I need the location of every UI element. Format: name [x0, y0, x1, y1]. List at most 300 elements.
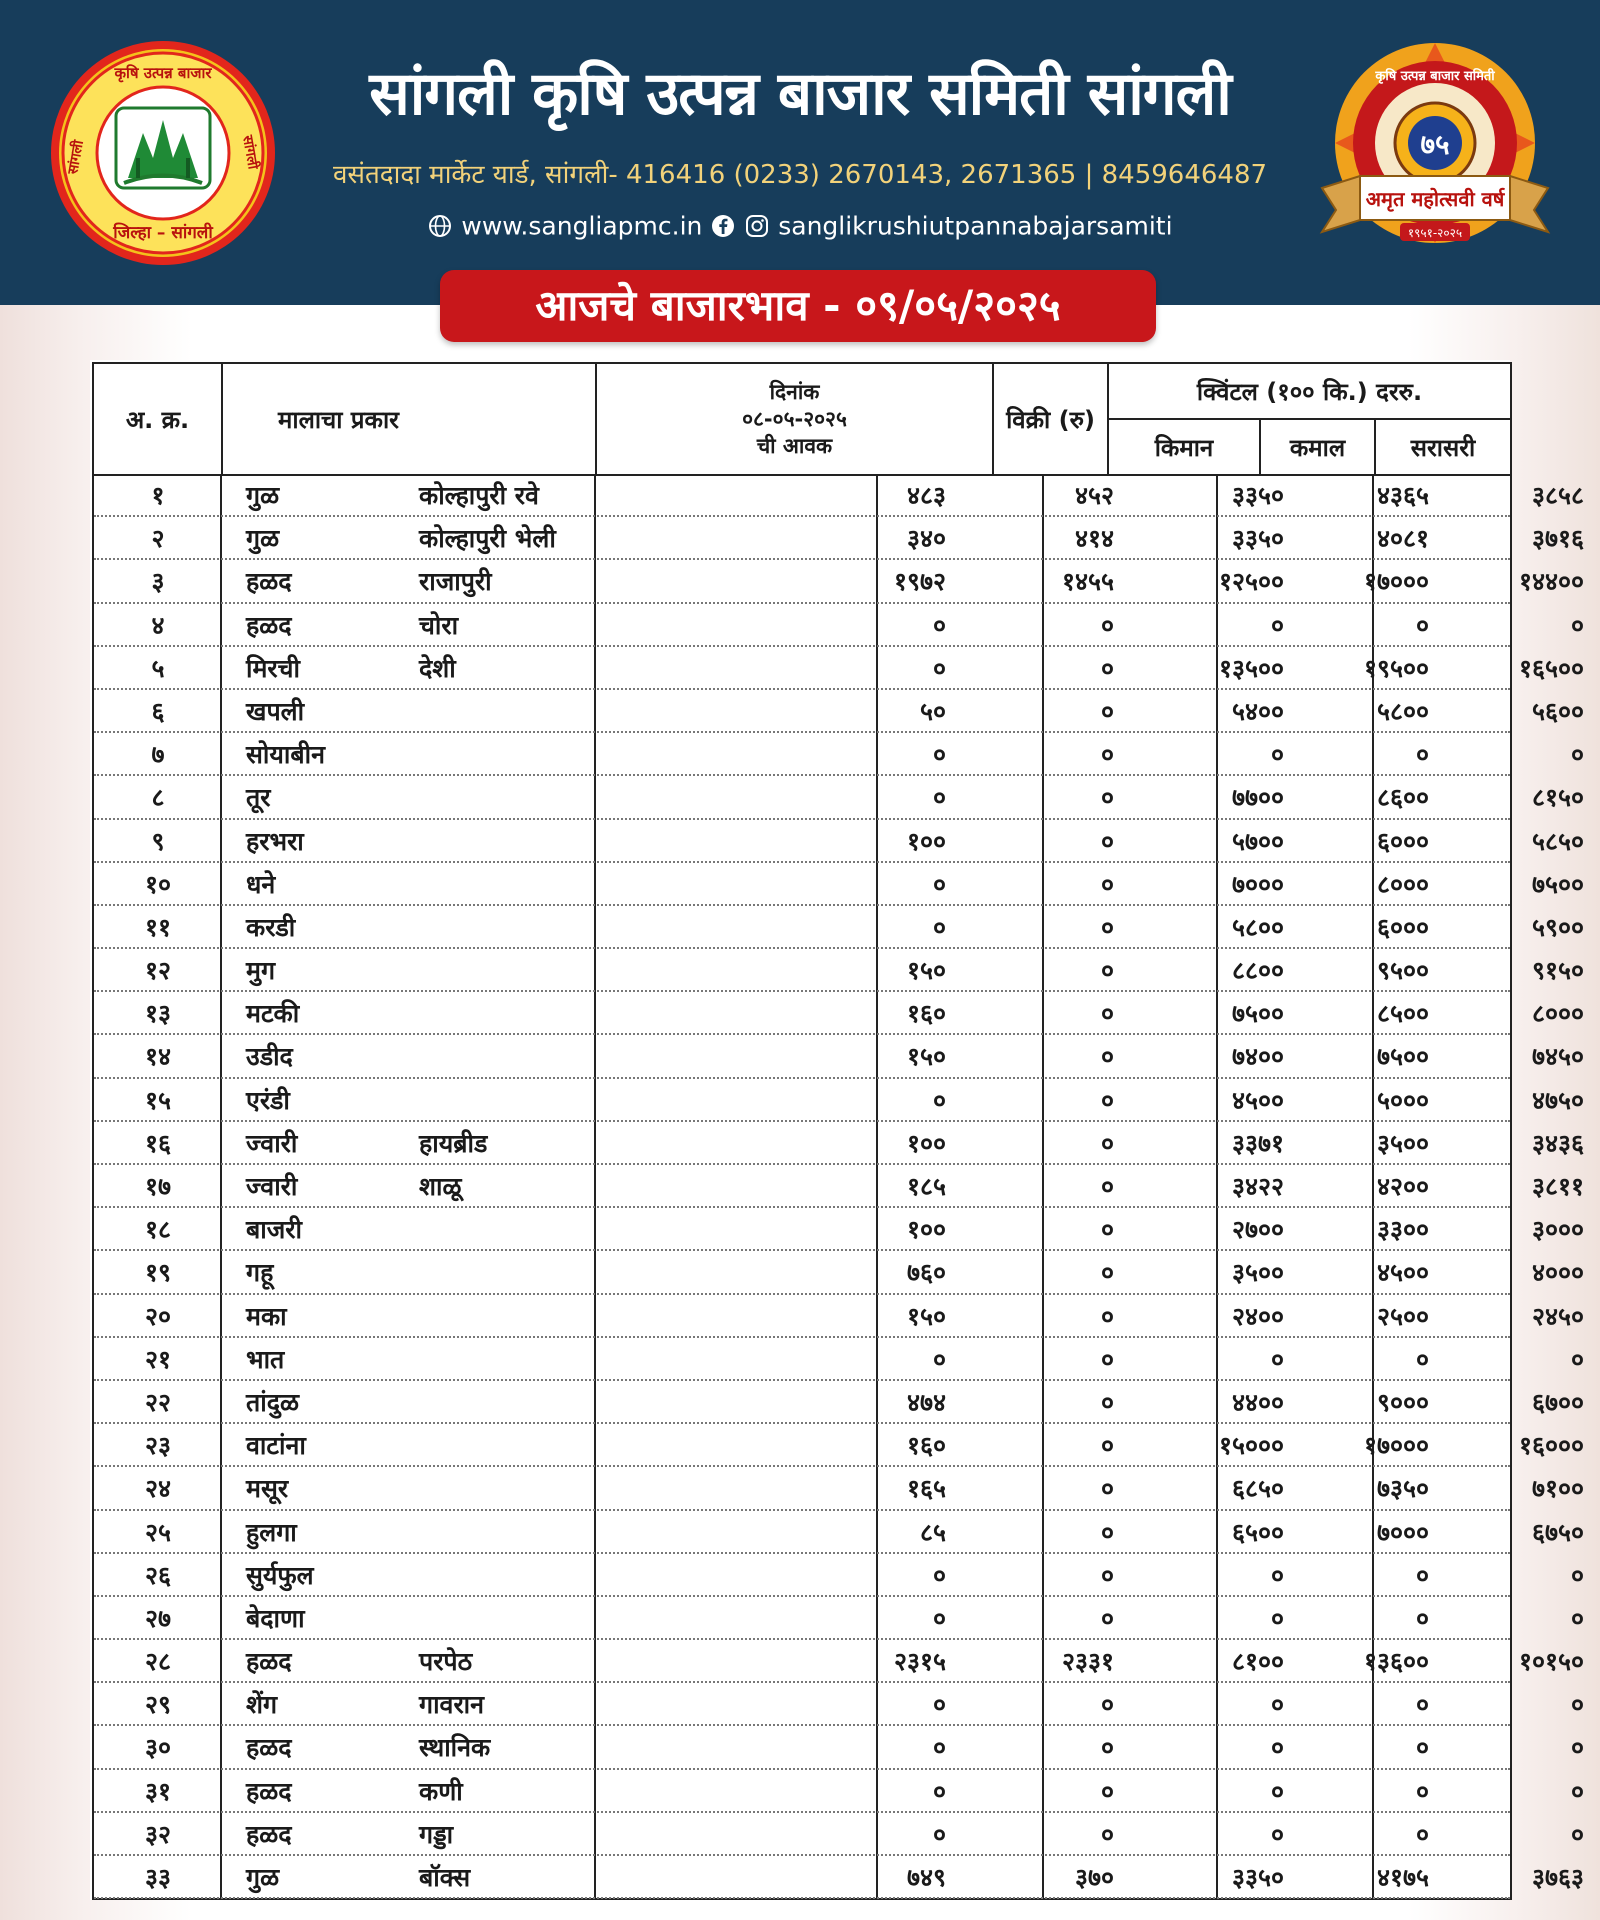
table-row: [94, 1683, 1584, 1726]
header-arrival: [596, 364, 993, 475]
header-arrival-suffix: ची आवक: [756, 433, 833, 458]
arrival-cell: २३१५: [893, 1647, 946, 1677]
variety-cell: [419, 820, 609, 863]
serial-cell: ६: [151, 696, 165, 726]
sold-cell: ०: [1100, 1431, 1114, 1461]
max-rate-cell: ०: [1415, 740, 1429, 770]
table-row: [94, 517, 1584, 560]
avg-rate-cell: ०: [1570, 610, 1584, 640]
svg-text:सांगली: सांगली: [65, 139, 87, 176]
arrival-cell: १००: [906, 1128, 946, 1158]
sold-cell: ०: [1100, 1690, 1114, 1720]
max-rate-cell: ७५००: [1376, 1042, 1429, 1072]
avg-rate-cell: ०: [1570, 1733, 1584, 1763]
avg-rate-cell: ३४३६: [1531, 1128, 1584, 1158]
avg-rate-cell: ३०००: [1531, 1215, 1584, 1245]
variety-cell: चोरा: [419, 610, 459, 640]
sold-cell: २३३१: [1061, 1647, 1114, 1677]
table-row: [94, 863, 1584, 906]
apmc-logo: [48, 38, 278, 268]
table-row: [94, 1813, 1584, 1856]
min-rate-cell: ७४००: [1231, 1042, 1284, 1072]
sold-cell: ०: [1100, 1258, 1114, 1288]
avg-rate-cell: ३७१६: [1531, 524, 1584, 554]
table-row: [94, 604, 1584, 647]
avg-rate-cell: ३८११: [1531, 1172, 1584, 1201]
sold-cell: ०: [1100, 1776, 1114, 1806]
min-rate-cell: १२५००: [1218, 567, 1284, 597]
item-cell: मिरची: [246, 653, 301, 683]
min-rate-cell: ०: [1270, 1733, 1284, 1763]
item-cell: भात: [246, 1344, 285, 1374]
avg-rate-cell: ०: [1570, 1819, 1584, 1849]
arrival-cell: १९७२: [893, 567, 946, 597]
avg-rate-cell: ५९००: [1531, 912, 1584, 942]
min-rate-cell: ०: [1270, 740, 1284, 770]
variety-cell: [419, 1424, 609, 1467]
header-avg: सरासरी: [1375, 419, 1510, 475]
min-rate-cell: ७७००: [1231, 783, 1284, 813]
serial-cell: २९: [144, 1690, 171, 1720]
avg-rate-cell: ०: [1570, 1776, 1584, 1806]
variety-cell: [419, 776, 609, 819]
serial-cell: २६: [144, 1560, 171, 1590]
sold-cell: ०: [1100, 1474, 1114, 1504]
header-item: मालाचा प्रकार: [222, 364, 596, 475]
avg-rate-cell: ०: [1570, 1560, 1584, 1590]
variety-cell: कोल्हापुरी भेली: [419, 524, 556, 554]
avg-rate-cell: ४७५०: [1531, 1085, 1584, 1115]
item-cell: गुळ: [246, 481, 280, 510]
header-banner: [0, 0, 1600, 305]
min-rate-cell: ३३५०: [1231, 524, 1284, 554]
max-rate-cell: ०: [1415, 1733, 1429, 1763]
table-row: [94, 1381, 1584, 1424]
min-rate-cell: ०: [1270, 1603, 1284, 1633]
max-rate-cell: २५००: [1376, 1301, 1429, 1331]
table-header: [94, 364, 1510, 476]
arrival-cell: ०: [932, 1344, 946, 1374]
serial-cell: २५: [144, 1517, 171, 1547]
sold-cell: ०: [1100, 1344, 1114, 1374]
sold-cell: ०: [1100, 1301, 1114, 1331]
table-row: [94, 1165, 1584, 1208]
max-rate-cell: ६०००: [1376, 826, 1429, 856]
arrival-cell: ०: [932, 740, 946, 770]
sold-cell: ०: [1100, 1042, 1114, 1072]
serial-cell: १४: [144, 1042, 171, 1072]
min-rate-cell: ८१००: [1231, 1647, 1284, 1677]
item-cell: वाटांना: [246, 1431, 306, 1461]
date-banner: आजचे बाजारभाव - ०९/०५/२०२५: [440, 270, 1156, 342]
min-rate-cell: ७०००: [1231, 869, 1284, 899]
variety-cell: गड्डा: [419, 1819, 454, 1849]
variety-cell: स्थानिक: [419, 1733, 491, 1763]
variety-cell: गावरान: [419, 1690, 485, 1720]
serial-cell: २२: [144, 1387, 171, 1417]
variety-cell: कणी: [419, 1776, 463, 1806]
svg-text:जिल्हा – सांगली: जिल्हा – सांगली: [113, 223, 213, 243]
max-rate-cell: ७०००: [1376, 1517, 1429, 1547]
max-rate-cell: ४२००: [1376, 1172, 1429, 1201]
sold-cell: ०: [1100, 1387, 1114, 1417]
max-rate-cell: ०: [1415, 1560, 1429, 1590]
min-rate-cell: ६५००: [1231, 1517, 1284, 1547]
facebook-icon[interactable]: [710, 213, 736, 239]
max-rate-cell: १७०००: [1363, 1431, 1429, 1461]
avg-rate-cell: ९१५०: [1531, 956, 1584, 986]
table-body: [94, 474, 1584, 1899]
item-cell: हळद: [246, 1819, 292, 1849]
table-row: [94, 1208, 1584, 1251]
avg-rate-cell: ६७५०: [1531, 1517, 1584, 1547]
item-cell: बेदाणा: [246, 1603, 305, 1633]
serial-cell: २३: [144, 1431, 171, 1461]
avg-rate-cell: ७५००: [1531, 869, 1584, 899]
arrival-cell: ०: [932, 1776, 946, 1806]
item-cell: तूर: [246, 783, 271, 813]
item-cell: ज्वारी: [246, 1128, 298, 1158]
table-row: [94, 1770, 1584, 1813]
variety-cell: [419, 949, 609, 992]
arrival-cell: ८५: [919, 1517, 946, 1547]
item-cell: सुर्यफुल: [246, 1560, 314, 1590]
variety-cell: कोल्हापुरी रवे: [419, 481, 539, 510]
avg-rate-cell: १६५००: [1518, 653, 1584, 683]
max-rate-cell: ४०८१: [1376, 524, 1429, 554]
serial-cell: ९: [151, 826, 165, 856]
item-cell: हरभरा: [246, 826, 304, 856]
rate-table: [92, 362, 1584, 1900]
max-rate-cell: १७०००: [1363, 567, 1429, 597]
svg-text:कृषि उत्पन्न बाजार: कृषि उत्पन्न बाजार: [114, 64, 212, 82]
avg-rate-cell: २४५०: [1531, 1301, 1584, 1331]
item-cell: शेंग: [246, 1690, 278, 1720]
table-row: [94, 776, 1584, 819]
item-cell: गुळ: [246, 1863, 280, 1892]
table-row: [94, 1726, 1584, 1769]
min-rate-cell: २४००: [1231, 1301, 1284, 1331]
min-rate-cell: ०: [1270, 1344, 1284, 1374]
arrival-cell: १००: [906, 826, 946, 856]
avg-rate-cell: ०: [1570, 740, 1584, 770]
svg-text:अमृत महोत्सवी वर्ष: अमृत महोत्सवी वर्ष: [1365, 187, 1505, 211]
serial-cell: १६: [144, 1128, 171, 1158]
serial-cell: १५: [144, 1085, 171, 1115]
arrival-cell: ०: [932, 653, 946, 683]
arrival-cell: १६०: [906, 999, 946, 1029]
max-rate-cell: ८५००: [1376, 999, 1429, 1029]
avg-rate-cell: ५६००: [1531, 696, 1584, 726]
arrival-cell: ०: [932, 610, 946, 640]
avg-rate-cell: ४०००: [1531, 1258, 1584, 1288]
min-rate-cell: ४४००: [1231, 1387, 1284, 1417]
variety-cell: [419, 1251, 609, 1294]
header-rate-group: क्विंटल (१०० कि.) दररु.: [1108, 364, 1510, 419]
max-rate-cell: ७३५०: [1376, 1474, 1429, 1504]
sold-cell: ४५२: [1074, 481, 1114, 510]
item-cell: तांदुळ: [246, 1387, 300, 1417]
item-cell: हळद: [246, 1733, 292, 1763]
variety-cell: देशी: [419, 653, 456, 683]
min-rate-cell: ०: [1270, 610, 1284, 640]
variety-cell: शाळू: [419, 1172, 462, 1201]
sold-cell: ०: [1100, 1215, 1114, 1245]
sold-cell: ०: [1100, 653, 1114, 683]
max-rate-cell: ३३००: [1376, 1215, 1429, 1245]
max-rate-cell: ३५००: [1376, 1128, 1429, 1158]
min-rate-cell: ३३५०: [1231, 1863, 1284, 1892]
min-rate-cell: ८८००: [1231, 956, 1284, 986]
serial-cell: ३१: [144, 1776, 171, 1806]
table-row: [94, 1122, 1584, 1165]
serial-cell: ३३: [144, 1863, 171, 1892]
header-sold: विक्री (रु): [993, 364, 1108, 475]
avg-rate-cell: ६७००: [1531, 1387, 1584, 1417]
avg-rate-cell: ३८५८: [1531, 481, 1584, 510]
website-link[interactable]: www.sangliapmc.in: [461, 211, 703, 241]
arrival-cell: १००: [906, 1215, 946, 1245]
min-rate-cell: ०: [1270, 1690, 1284, 1720]
table-row: [94, 992, 1584, 1035]
item-cell: हुलगा: [246, 1517, 297, 1547]
sold-cell: ०: [1100, 956, 1114, 986]
address-line: वसंतदादा मार्केट यार्ड, सांगली- 416416 (0233) 2670143, 2671365 | 8459646487: [332, 160, 1268, 190]
variety-cell: [419, 1511, 609, 1554]
max-rate-cell: ४३६५: [1376, 481, 1429, 510]
avg-rate-cell: ३७६३: [1531, 1863, 1584, 1892]
max-rate-cell: १३६००: [1363, 1647, 1429, 1677]
arrival-cell: ३४०: [906, 524, 946, 554]
max-rate-cell: ४५००: [1376, 1258, 1429, 1288]
table-row: [94, 1856, 1584, 1899]
avg-rate-cell: ०: [1570, 1603, 1584, 1633]
item-cell: धने: [246, 869, 276, 899]
svg-text:कृषि उत्पन्न बाजार समिती: कृषि उत्पन्न बाजार समिती: [1375, 69, 1495, 84]
arrival-cell: १५०: [906, 1042, 946, 1072]
max-rate-cell: ८६००: [1376, 783, 1429, 813]
item-cell: करडी: [246, 912, 296, 942]
max-rate-cell: ५८००: [1376, 696, 1429, 726]
arrival-cell: ०: [932, 1733, 946, 1763]
variety-cell: [419, 863, 609, 906]
min-rate-cell: ४५००: [1231, 1085, 1284, 1115]
min-rate-cell: ३५००: [1231, 1258, 1284, 1288]
table-row: [94, 1035, 1584, 1078]
header-arrival-label: दिनांक: [769, 379, 820, 404]
table-row: [94, 1640, 1584, 1683]
variety-cell: [419, 992, 609, 1035]
min-rate-cell: ०: [1270, 1560, 1284, 1590]
item-cell: हळद: [246, 610, 292, 640]
arrival-cell: ०: [932, 1085, 946, 1115]
min-rate-cell: २७००: [1231, 1215, 1284, 1245]
sold-cell: ०: [1100, 999, 1114, 1029]
variety-cell: [419, 733, 609, 776]
max-rate-cell: ०: [1415, 610, 1429, 640]
serial-cell: ३२: [144, 1819, 171, 1849]
table-row: [94, 560, 1584, 603]
max-rate-cell: ०: [1415, 1603, 1429, 1633]
table-row: [94, 1424, 1584, 1467]
sold-cell: ०: [1100, 1172, 1114, 1201]
serial-cell: १९: [144, 1258, 171, 1288]
sold-cell: ०: [1100, 610, 1114, 640]
variety-cell: [419, 906, 609, 949]
table-row: [94, 474, 1584, 517]
item-cell: उडीद: [246, 1042, 293, 1072]
arrival-cell: ०: [932, 783, 946, 813]
max-rate-cell: ८०००: [1376, 869, 1429, 899]
social-handle[interactable]: sanglikrushiutpannabajarsamiti: [778, 211, 1173, 241]
min-rate-cell: १५०००: [1218, 1431, 1284, 1461]
header-arrival-date: ०८-०५-२०२५: [742, 406, 847, 431]
avg-rate-cell: १०१५०: [1518, 1647, 1584, 1677]
serial-cell: २४: [144, 1474, 171, 1504]
arrival-cell: ४७४: [906, 1387, 946, 1417]
item-cell: बाजरी: [246, 1215, 303, 1245]
item-cell: मुग: [246, 956, 276, 986]
table-row: [94, 949, 1584, 992]
sold-cell: ०: [1100, 1517, 1114, 1547]
arrival-cell: ०: [932, 1603, 946, 1633]
sold-cell: ०: [1100, 1128, 1114, 1158]
serial-cell: १३: [144, 999, 171, 1029]
serial-cell: २८: [144, 1647, 171, 1677]
table-row: [94, 733, 1584, 776]
variety-cell: [419, 1467, 609, 1510]
arrival-cell: ४८३: [906, 481, 946, 510]
avg-rate-cell: ०: [1570, 1344, 1584, 1374]
min-rate-cell: ३४२२: [1231, 1172, 1284, 1201]
min-rate-cell: ५८००: [1231, 912, 1284, 942]
table-row: [94, 1467, 1584, 1510]
serial-cell: ८: [151, 783, 165, 813]
header-max: कमाल: [1260, 419, 1375, 475]
arrival-cell: १८५: [906, 1172, 946, 1201]
table-row: [94, 1554, 1584, 1597]
sold-cell: ३७०: [1074, 1863, 1114, 1892]
min-rate-cell: ०: [1270, 1819, 1284, 1849]
table-row: [94, 690, 1584, 733]
serial-cell: १०: [144, 869, 171, 899]
max-rate-cell: ९५००: [1376, 956, 1429, 986]
item-cell: खपली: [246, 696, 305, 726]
min-rate-cell: ५७००: [1231, 826, 1284, 856]
avg-rate-cell: ५८५०: [1531, 826, 1584, 856]
avg-rate-cell: ८१५०: [1531, 783, 1584, 813]
serial-cell: ३: [151, 567, 165, 597]
max-rate-cell: ०: [1415, 1690, 1429, 1720]
arrival-cell: १५०: [906, 956, 946, 986]
organization-title: सांगली कृषि उत्पन्न बाजार समिती सांगली: [369, 59, 1231, 129]
item-cell: गहू: [246, 1258, 274, 1288]
sold-cell: ०: [1100, 1603, 1114, 1633]
variety-cell: [419, 690, 609, 733]
serial-cell: २७: [144, 1603, 171, 1633]
serial-cell: ३०: [144, 1733, 171, 1763]
min-rate-cell: ५४००: [1231, 696, 1284, 726]
svg-text:७५: ७५: [1420, 128, 1450, 161]
avg-rate-cell: ०: [1570, 1690, 1584, 1720]
header-serial: अ. क्र.: [94, 364, 222, 475]
min-rate-cell: ३३५०: [1231, 481, 1284, 510]
serial-cell: २१: [144, 1344, 171, 1374]
table-row: [94, 1597, 1584, 1640]
max-rate-cell: १९५००: [1363, 653, 1429, 683]
serial-cell: ५: [151, 653, 165, 683]
serial-cell: १: [151, 481, 165, 510]
item-cell: हळद: [246, 1776, 292, 1806]
table-row: [94, 1079, 1584, 1122]
sold-cell: ०: [1100, 826, 1114, 856]
variety-cell: [419, 1597, 609, 1640]
avg-rate-cell: १६०००: [1518, 1431, 1584, 1461]
max-rate-cell: ५०००: [1376, 1085, 1429, 1115]
variety-cell: [419, 1208, 609, 1251]
max-rate-cell: ९०००: [1376, 1387, 1429, 1417]
sold-cell: १४५५: [1061, 567, 1114, 597]
amrut-mahotsav-logo: [1310, 38, 1560, 268]
table-row: [94, 906, 1584, 949]
arrival-cell: ०: [932, 1560, 946, 1590]
sold-cell: ०: [1100, 1819, 1114, 1849]
contact-links: [290, 210, 1310, 241]
serial-cell: १८: [144, 1215, 171, 1245]
max-rate-cell: ६०००: [1376, 912, 1429, 942]
variety-cell: हायब्रीड: [419, 1128, 488, 1158]
min-rate-cell: ३३७१: [1231, 1128, 1284, 1158]
min-rate-cell: ६८५०: [1231, 1474, 1284, 1504]
variety-cell: [419, 1554, 609, 1597]
sold-cell: ०: [1100, 912, 1114, 942]
min-rate-cell: ०: [1270, 1776, 1284, 1806]
header-min: किमान: [1108, 419, 1260, 475]
variety-cell: [419, 1035, 609, 1078]
sold-cell: ०: [1100, 1560, 1114, 1590]
variety-cell: [419, 1295, 609, 1338]
item-cell: ज्वारी: [246, 1172, 298, 1201]
table-row: [94, 1295, 1584, 1338]
arrival-cell: ०: [932, 912, 946, 942]
avg-rate-cell: ७४५०: [1531, 1042, 1584, 1072]
arrival-cell: ०: [932, 869, 946, 899]
sold-cell: ०: [1100, 696, 1114, 726]
serial-cell: २: [151, 524, 165, 554]
arrival-cell: ०: [932, 1690, 946, 1720]
avg-rate-cell: ७१००: [1531, 1474, 1584, 1504]
serial-cell: ११: [144, 912, 171, 942]
svg-text:१९५१-२०२५: १९५१-२०२५: [1407, 226, 1463, 240]
svg-text:सांगली: सांगली: [239, 134, 261, 171]
arrival-cell: ५०: [919, 696, 946, 726]
max-rate-cell: ४१७५: [1376, 1863, 1429, 1892]
sold-cell: ०: [1100, 1085, 1114, 1115]
sold-cell: ०: [1100, 740, 1114, 770]
item-cell: मका: [246, 1301, 287, 1331]
variety-cell: राजापुरी: [419, 567, 492, 597]
arrival-cell: ७६०: [906, 1258, 946, 1288]
serial-cell: १७: [144, 1172, 171, 1201]
table-row: [94, 647, 1584, 690]
table-row: [94, 1251, 1584, 1294]
arrival-cell: ०: [932, 1819, 946, 1849]
sold-cell: ०: [1100, 869, 1114, 899]
avg-rate-cell: १४४००: [1518, 567, 1584, 597]
table-row: [94, 820, 1584, 863]
arrival-cell: ७४९: [906, 1863, 946, 1892]
instagram-icon[interactable]: [744, 213, 770, 239]
